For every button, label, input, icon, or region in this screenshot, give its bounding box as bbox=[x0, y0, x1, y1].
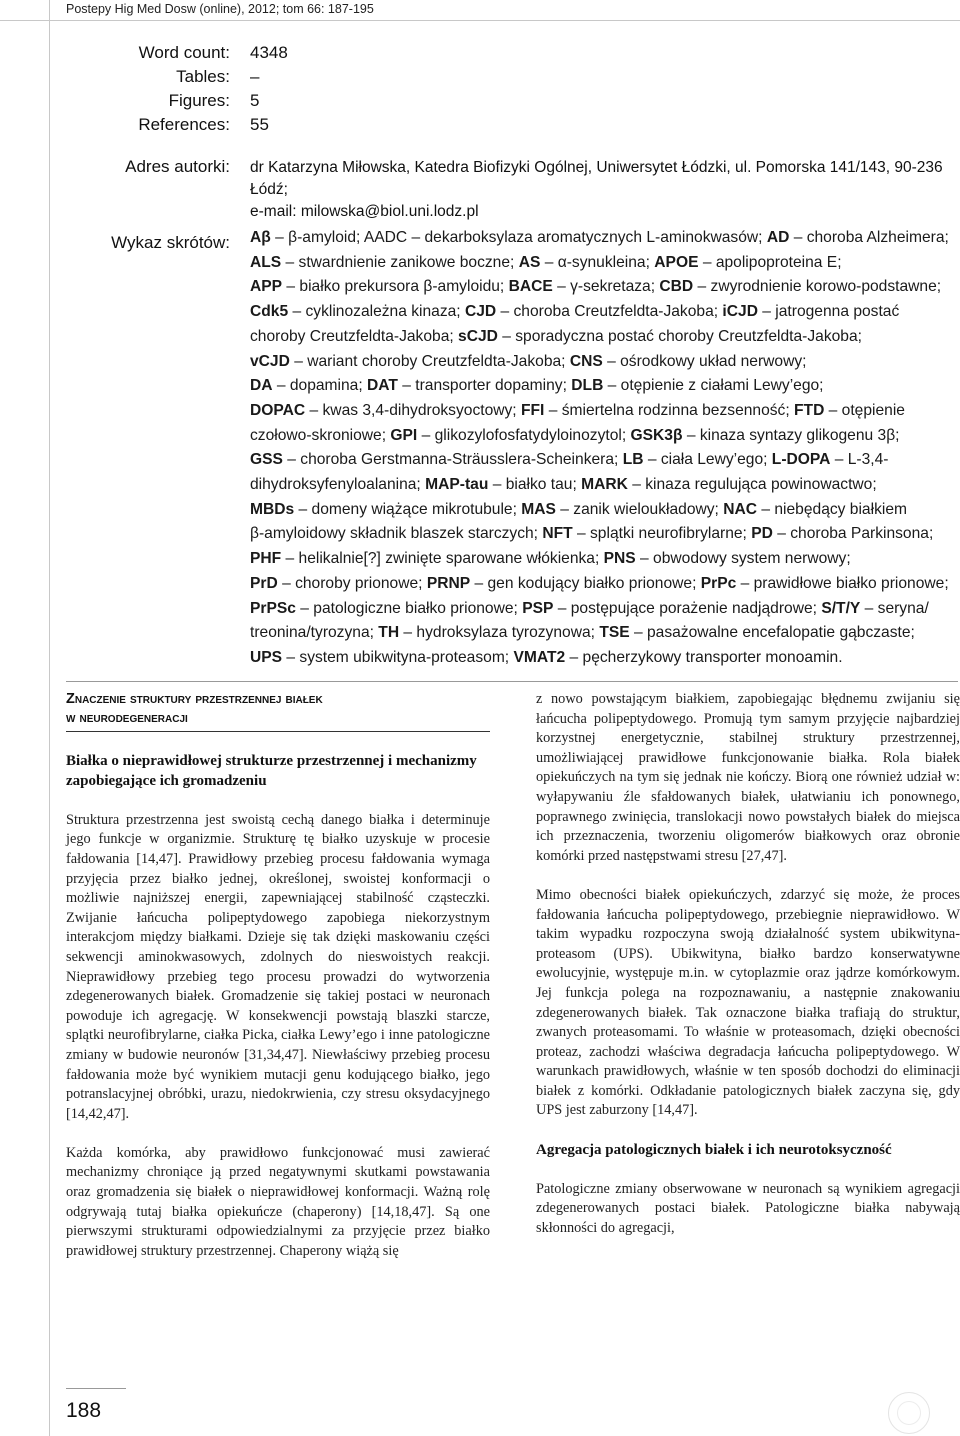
abbreviation-line bbox=[250, 448, 956, 473]
abbreviation-term: DOPAC bbox=[250, 401, 306, 419]
abbreviation-line bbox=[250, 597, 956, 622]
abbreviation-definition: – apolipoproteina E; bbox=[698, 253, 842, 271]
section-title bbox=[66, 690, 490, 732]
abbreviation-term: TSE bbox=[599, 624, 630, 642]
abbreviation-definition: – choroba Creutzfeldta-Jakoba; bbox=[496, 303, 723, 321]
abbreviation-line bbox=[250, 300, 956, 325]
abbreviation-term: DAT bbox=[367, 377, 398, 395]
abbreviation-definition: – α-synukleina; bbox=[540, 253, 655, 271]
journal-citation: Postepy Hig Med Dosw (online), 2012; tom 66: 187-195 bbox=[66, 2, 374, 16]
abbreviation-definition: – niebędący białkiem bbox=[757, 500, 907, 518]
abbreviation-term: ALS bbox=[250, 253, 282, 271]
address-email: e-mail: milowska@biol.uni.lodz.pl bbox=[250, 203, 479, 220]
abbreviation-definition: – prawidłowe białko prionowe; bbox=[736, 574, 949, 592]
abbreviation-term: PHF bbox=[250, 550, 282, 568]
abbreviation-term: PrPSc bbox=[250, 599, 296, 617]
section-divider bbox=[66, 681, 958, 682]
abbreviation-definition: choroby Creutzfeldta-Jakoba; bbox=[250, 327, 459, 345]
abbreviation-term: PNS bbox=[603, 550, 636, 568]
abbreviation-term: VMAT2 bbox=[513, 648, 566, 666]
figures-value: 5 bbox=[250, 91, 260, 110]
abbreviation-definition: – helikalnie[?] zwinięte sparowane włókienka; bbox=[281, 550, 604, 568]
abbreviation-term: CBD bbox=[659, 278, 694, 296]
abbreviation-line bbox=[250, 522, 956, 547]
footer-rule bbox=[66, 1388, 126, 1389]
abbreviation-term: GSK3β bbox=[630, 426, 683, 444]
abbreviation-definition: – obwodowy system nerwowy; bbox=[635, 550, 851, 568]
abbreviation-definition: – sporadyczna postać choroby Creutzfeldta-Jakoba; bbox=[497, 327, 862, 345]
abbreviation-line bbox=[250, 399, 956, 424]
abbreviation-definition: – białko tau; bbox=[488, 476, 582, 494]
tables-label: Tables: bbox=[176, 67, 230, 86]
abbreviation-definition: – choroba Gerstmanna-Sträusslera-Scheinkera; bbox=[282, 451, 623, 469]
abbreviation-line bbox=[250, 374, 956, 399]
references-label: References: bbox=[138, 115, 230, 134]
abbreviation-definition: – kinaza syntazy glikogenu 3β; bbox=[682, 426, 900, 444]
abbreviation-line bbox=[250, 424, 956, 449]
abbreviation-definition: – β-amyloid; AADC – dekarboksylaza aromatycznych L-aminokwasów; bbox=[270, 229, 767, 246]
abbreviation-definition: – stwardnienie zanikowe boczne; bbox=[281, 253, 519, 271]
abbreviation-term: TH bbox=[378, 624, 400, 642]
abbreviation-definition: – L-3,4- bbox=[830, 451, 889, 469]
right-column bbox=[536, 690, 960, 1258]
abbreviation-term: L-DOPA bbox=[771, 451, 831, 469]
author-address bbox=[250, 157, 950, 223]
abbreviation-term: NAC bbox=[723, 500, 758, 518]
body-paragraph: Mimo obecności białek opiekuńczych, zdarzyć się może, że proces fałdowania łańcucha polipeptydowego, przebiegnie nieprawidłowo. W takim wypadku rozpoczyna swoją działalność system ubikwityna-proteasom (UPS). Ubikwityna, białko bardzo konserwatywne ewolucyjnie, występuje m.in. w cytoplazmie oraz jądrze komórkowym. Jej funkcja polega na rozpoznawaniu, a następnie znakowaniu zdegenerowanych białek. Tak oznaczone białka trafiają do struktur, zwanych proteasomami. To właśnie w proteasomach, dzięki obecności proteaz, zachodzi właściwa degradacja łańcucha polipeptydowego. W warunkach prawidłowych, właśnie w ten sposób dochodzi do eliminacji białek z komórki. Odkładanie patologicznych białek zaczyna się, gdy UPS jest zaburzony [14,47]. bbox=[536, 886, 960, 1119]
section-title-line: Znaczenie struktury przestrzennej białek bbox=[66, 691, 323, 707]
watermark-seal bbox=[888, 1392, 930, 1434]
abbreviation-definition: – choroba Parkinsona; bbox=[772, 525, 934, 543]
abbreviation-definition: – wariant choroby Creutzfeldta-Jakoba; bbox=[289, 352, 570, 370]
abbreviations-label: Wykaz skrótów: bbox=[111, 233, 230, 252]
abbreviation-term: sCJD bbox=[458, 327, 498, 345]
word-count-value: 4348 bbox=[250, 43, 288, 62]
abbreviation-definition: – kwas 3,4-dihydroksyoctowy; bbox=[305, 401, 521, 419]
abbreviation-term: iCJD bbox=[722, 303, 758, 321]
abbreviation-definition: – choroby prionowe; bbox=[277, 574, 427, 592]
abbreviation-term: PD bbox=[751, 525, 773, 543]
abbreviation-definition: – otępienie bbox=[824, 401, 905, 419]
abbreviation-term: AS bbox=[518, 253, 541, 271]
figures-label: Figures: bbox=[168, 91, 230, 110]
abbreviation-definition: – śmiertelna rodzinna bezsenność; bbox=[544, 401, 795, 419]
abbreviation-term: PRNP bbox=[426, 574, 471, 592]
abbreviation-term: PrPc bbox=[700, 574, 737, 592]
margin-rule bbox=[49, 0, 50, 1436]
abbreviation-definition: – pęcherzykowy transporter monoamin. bbox=[565, 648, 843, 666]
abbreviation-line bbox=[250, 251, 956, 276]
abbreviation-definition: – splątki neurofibrylarne; bbox=[572, 525, 752, 543]
abbreviation-definition: – ciała Lewy’ego; bbox=[643, 451, 772, 469]
abbreviation-definition: – zanik wieloukładowy; bbox=[555, 500, 724, 518]
abbreviation-term: Aβ bbox=[250, 229, 271, 246]
abbreviation-definition: – postępujące porażenie nadjądrowe; bbox=[553, 599, 822, 617]
abbreviation-term: BACE bbox=[508, 278, 553, 296]
abbreviation-definition: – seryna/ bbox=[860, 599, 929, 617]
abbreviation-term: MAS bbox=[521, 500, 556, 518]
abbreviation-term: APOE bbox=[654, 253, 699, 271]
abbreviation-term: CNS bbox=[569, 352, 603, 370]
abbreviation-definition: – choroba Alzheimera; bbox=[789, 229, 949, 246]
abbreviation-term: DLB bbox=[571, 377, 604, 395]
body-paragraph: Patologiczne zmiany obserwowane w neuronach są wynikiem agregacji zdegenerowanych postaci białek. Patologiczne białka nabywają skłonności do agregacji, bbox=[536, 1180, 960, 1237]
abbreviation-term: FFI bbox=[520, 401, 545, 419]
word-count-label: Word count: bbox=[138, 43, 230, 62]
subsection-title: Agregacja patologicznych białek i ich neurotoksyczność bbox=[536, 1141, 892, 1158]
abbreviation-definition: – γ-sekretaza; bbox=[552, 278, 660, 296]
abbreviation-term: vCJD bbox=[250, 352, 290, 370]
abbreviation-term: AD bbox=[766, 229, 790, 246]
abbreviation-term: APP bbox=[250, 278, 283, 296]
abbreviation-term: PrD bbox=[250, 574, 278, 592]
abbreviation-line bbox=[250, 498, 956, 523]
body-paragraph: Struktura przestrzenna jest swoistą cechą danego białka i determinuje jego funkcje w organizmie. Strukturę tę białko uzyskuje w procesie fałdowania [14,47]. Prawidłowy przebieg procesu fałdowania wymaga przyjęcia przez białko jednej, określonej, swoistej konformacji o możliwie najniższej energii, zapewniającej stabilność cząsteczki. Zwijanie łańcucha polipeptydowego zapobiega niekorzystnym interakcjom między białkami. Dzieje się tak dzięki maskowaniu części sekwencji aminokwasowych, zdolnych do nieswoistych reakcji. Nieprawidłowy przebieg tego procesu prowadzi do wytworzenia zdegenerowanych białek. Gromadzenie się takiej postaci w neuronach powoduje ich agregację. W konsekwencji powstają blaszki starcze, splątki neurofibrylarne, ciałka Picka, ciałka Lewy’ego i inne patologiczne zmiany w budowie neuronów [31,34,47]. Niewłaściwy przebieg procesu fałdowania może być wynikiem mutacji genu kodującego białko, jego potranslacyjnej obróbki, urazu, niedokrwienia, czy stresu oksydacyjnego [14,42,47]. bbox=[66, 811, 490, 1122]
abbreviation-definition: czołowo-skroniowe; bbox=[250, 426, 391, 444]
abbreviation-term: LB bbox=[622, 451, 644, 469]
abbreviation-definition: – transporter dopaminy; bbox=[397, 377, 572, 395]
abbreviation-definition: – otępienie z ciałami Lewy’ego; bbox=[603, 377, 824, 395]
section-title-line: w neurodegeneracji bbox=[66, 710, 188, 726]
abbreviation-term: S/T/Y bbox=[821, 599, 861, 617]
subsection-title: Białka o nieprawidłowej strukturze przestrzennej i mechanizmy zapobiegające ich gromadzeniu bbox=[66, 753, 477, 789]
abbreviation-term: NFT bbox=[542, 525, 573, 543]
abbreviation-term: MARK bbox=[581, 476, 628, 494]
abbreviation-line bbox=[250, 646, 956, 671]
abbreviation-definition: dihydroksyfenyloalanina; bbox=[250, 476, 426, 494]
abbreviation-line bbox=[250, 473, 956, 498]
abbreviation-definition: – patologiczne białko prionowe; bbox=[295, 599, 523, 617]
tables-value: – bbox=[250, 67, 260, 86]
abbreviation-definition: – glikozylofosfatydyloinozytol; bbox=[417, 426, 631, 444]
abbreviation-term: MAP-tau bbox=[425, 476, 489, 494]
references-value: 55 bbox=[250, 115, 269, 134]
abbreviation-term: DA bbox=[250, 377, 273, 395]
abbreviation-term: MBDs bbox=[250, 500, 295, 518]
abbreviation-term: Cdk5 bbox=[250, 303, 289, 321]
address-label: Adres autorki: bbox=[125, 157, 230, 176]
abbreviation-definition: – białko prekursora β-amyloidu; bbox=[282, 278, 509, 296]
abbreviation-definition: treonina/tyrozyna; bbox=[250, 624, 379, 642]
abbreviation-definition: – kinaza regulująca powinowactwo; bbox=[627, 476, 877, 494]
abbreviation-term: PSP bbox=[522, 599, 554, 617]
abbreviation-definition: – dopamina; bbox=[272, 377, 368, 395]
abbreviation-line bbox=[250, 547, 956, 572]
abbreviation-line bbox=[250, 275, 956, 300]
running-header bbox=[0, 0, 960, 21]
abbreviation-line bbox=[250, 226, 956, 251]
body-paragraph: z nowo powstającym białkiem, zapobiegając błędnemu zwijaniu się łańcucha polipeptydowego. Promują tym samym przyjęcie najbardziej korzystnej energetycznie, stabilnej struktury przestrzennej, umożliwiającej prawidłowe funkcjonowanie białka. Rola białek opiekuńczych na tym się jednak nie kończy. Biorą one również udział w: wyłapywaniu źle sfałdowanych białek, ułatwianiu ich ponownego, poprawnego zwinięcia, translokacji nowo powstałych białek do miejsca ich przeznaczenia, tworzeniu oligomerów białkowych oraz obronie komórki przed następstwami stresu [27,47]. bbox=[536, 691, 960, 864]
body-paragraph: Każda komórka, aby prawidłowo funkcjonować musi zawierać mechanizmy chroniące ją przed negatywnymi skutkami powstawania oraz gromadzenia się białek o nieprawidłowej konformacji. Ważną rolę odgrywają tutaj białka opiekuńcze (chaperony) [14,18,47]. Są one pierwszymi strukturami odpowiedzialnymi za przyjęcie przez białko prawidłowej struktury przestrzennej. Chaperony wiążą się bbox=[66, 1144, 490, 1259]
abbreviation-term: GSS bbox=[250, 451, 283, 469]
abbreviation-line bbox=[250, 572, 956, 597]
abbreviation-line bbox=[250, 350, 956, 375]
abbreviation-definition: – zwyrodnienie korowo-podstawne; bbox=[693, 278, 942, 296]
abbreviation-term: CJD bbox=[464, 303, 497, 321]
abbreviation-definition: – system ubikwityna-proteasom; bbox=[282, 648, 514, 666]
abbreviation-term: UPS bbox=[250, 648, 283, 666]
abbreviation-definition: – cyklinozależna kinaza; bbox=[288, 303, 465, 321]
abbreviation-definition: β-amyloidowy składnik blaszek starczych; bbox=[250, 525, 543, 543]
abbreviation-definition: – pasażowalne encefalopatie gąbczaste; bbox=[629, 624, 915, 642]
abbreviation-term: FTD bbox=[794, 401, 825, 419]
abbreviation-definition: – gen kodujący białko prionowe; bbox=[470, 574, 701, 592]
abbreviations-list bbox=[250, 226, 956, 671]
abbreviation-definition: – jatrogenna postać bbox=[757, 303, 900, 321]
abbreviation-line bbox=[250, 621, 956, 646]
address-line: dr Katarzyna Miłowska, Katedra Biofizyki Ogólnej, Uniwersytet Łódzki, ul. Pomorska 141/143, 90-236 Łódź; bbox=[250, 159, 943, 198]
page-number: 188 bbox=[66, 1399, 102, 1422]
abbreviation-term: GPI bbox=[390, 426, 418, 444]
left-column bbox=[66, 690, 490, 1281]
abbreviation-definition: – ośrodkowy układ nerwowy; bbox=[602, 352, 807, 370]
abbreviation-definition: – hydroksylaza tyrozynowa; bbox=[399, 624, 600, 642]
abbreviation-line bbox=[250, 325, 956, 350]
abbreviation-definition: – domeny wiążące mikrotubule; bbox=[294, 500, 522, 518]
